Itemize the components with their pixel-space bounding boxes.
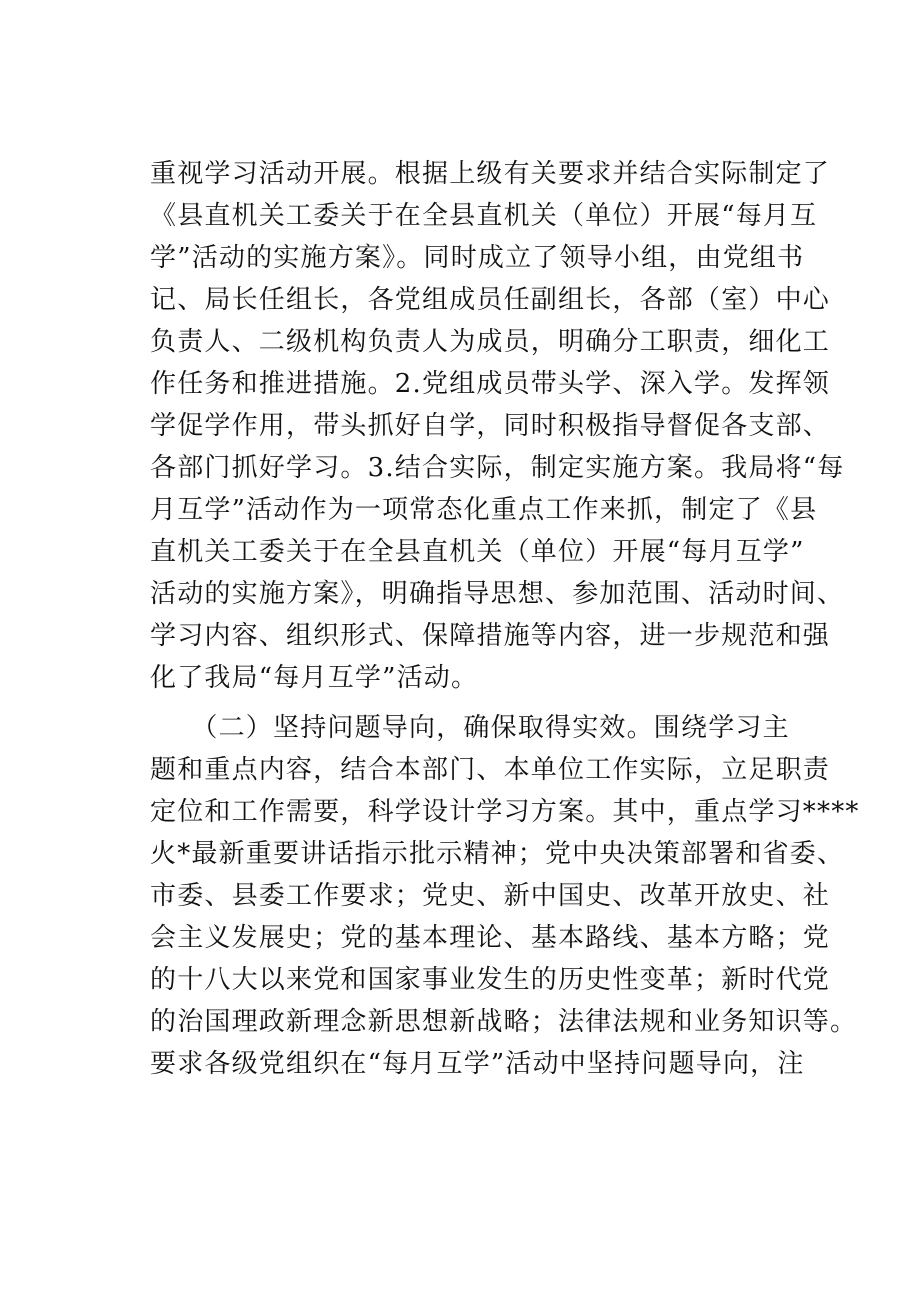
text-line: 学”活动的实施方案》。同时成立了领导小组，由党组书 <box>150 243 805 273</box>
text-line: 重视学习活动开展。根据上级有关要求并结合实际制定了 <box>150 159 831 189</box>
text-line: （二）坚持问题导向，确保取得实效。围绕学习主 <box>150 713 790 743</box>
text-line: 题和重点内容，结合本部门、本单位工作实际，立足职责 <box>150 755 831 785</box>
text-line: 火*最新重要讲话指示批示精神；党中央决策部署和省委、 <box>150 839 845 869</box>
text-line: 学习内容、组织形式、保障措施等内容，进一步规范和强 <box>150 621 831 651</box>
text-line: 活动的实施方案》，明确指导思想、参加范围、活动时间、 <box>150 579 845 609</box>
text-line: 定位和工作需要，科学设计学习方案。其中，重点学习**** <box>150 797 860 827</box>
text-line: 化了我局“每月互学”活动。 <box>150 663 479 693</box>
text-line: 学促学作用，带头抓好自学，同时积极指导督促各支部、 <box>150 411 831 441</box>
paragraph-1 <box>150 153 845 699</box>
text-line: 的十八大以来党和国家事业发生的历史性变革；新时代党 <box>150 965 831 995</box>
text-line: 会主义发展史；党的基本理论、基本路线、基本方略；党 <box>150 923 831 953</box>
text-line: 的治国理政新理念新思想新战略；法律法规和业务知识等。 <box>150 1007 858 1037</box>
text-line: 负责人、二级机构负责人为成员，明确分工职责，细化工 <box>150 327 831 357</box>
text-line: 直机关工委关于在全县直机关（单位）开展“每月互学” <box>150 537 805 567</box>
text-line: 作任务和推进措施。2.党组成员带头学、深入学。发挥领 <box>150 369 831 399</box>
text-line: 月互学”活动作为一项常态化重点工作来抓，制定了《县 <box>150 495 818 525</box>
paragraph-2 <box>150 707 860 1085</box>
text-line: 要求各级党组织在“每月互学”活动中坚持问题导向，注 <box>150 1049 805 1079</box>
text-line: 记、局长任组长，各党组成员任副组长，各部（室）中心 <box>150 285 831 315</box>
text-line: 市委、县委工作要求；党史、新中国史、改革开放史、社 <box>150 881 831 911</box>
body-text <box>150 153 860 1085</box>
paragraph-gap <box>150 699 782 707</box>
text-line: 《县直机关工委关于在全县直机关（单位）开展“每月互 <box>150 201 818 231</box>
text-line: 各部门抓好学习。3.结合实际，制定实施方案。我局将“每 <box>150 453 845 483</box>
